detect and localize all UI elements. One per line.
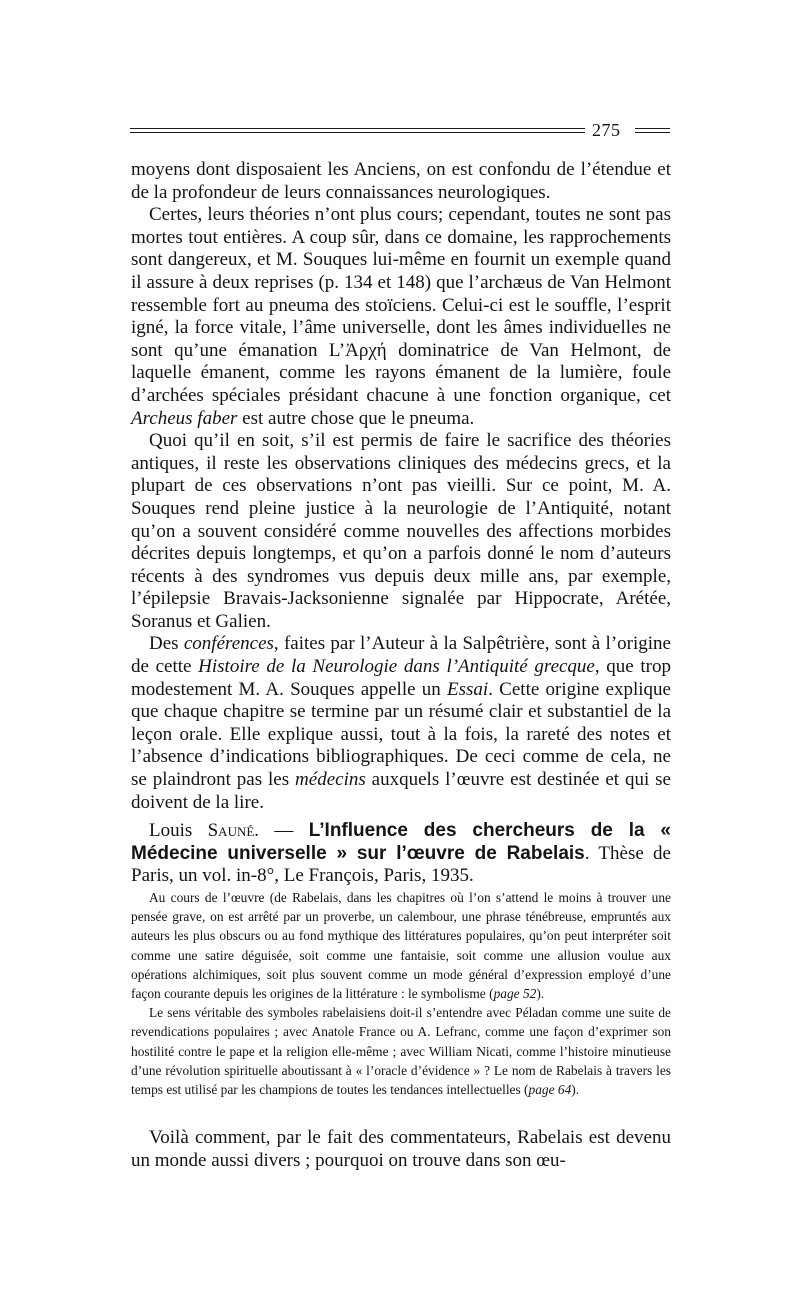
paragraph-2: [131, 204, 671, 430]
summary-2-end: ).: [571, 1082, 580, 1098]
closing-text: [131, 1127, 671, 1172]
essai-italic: Essai: [447, 678, 489, 700]
paragraph-4-text-e: auxquels l’œuvre est destinée et qui se doivent de la lire.: [131, 769, 671, 813]
summary-paragraph-1: [131, 888, 671, 1003]
closing-paragraph: Voilà comment, par le fait des commentateurs, Rabelais est devenu un monde aussi divers ; pourquoi on trouve dans son œu-: [131, 1127, 671, 1171]
paragraph-2-text-b: est autre chose que le pneuma.: [237, 407, 475, 429]
archeus-faber-italic: Archeus faber: [131, 407, 238, 429]
page-reference-1: page 52: [493, 986, 537, 1002]
paragraph-4-text-c: , que trop modestement M. A. Souques appelle un: [131, 656, 672, 700]
entry-details: . Thèse de Paris, un vol. in-8°, Le François, Paris, 1935.: [131, 842, 671, 886]
main-text: [131, 159, 671, 814]
summary-1-end: ).: [536, 986, 545, 1002]
paragraph-4-text-d: . Cette origine explique que chaque chapitre se termine par un résumé clair et substantiel de la leçon orale. Elle explique aussi, tout à la fois, la rareté des notes et l’absence d’indications bibliographiques. De ceci comme de cela, ne se plaindront pas les: [131, 678, 671, 791]
entry-dash: . —: [254, 820, 309, 841]
header-rule-right: [635, 128, 670, 129]
review-summary: [131, 888, 671, 1099]
paragraph-3: Quoi qu’il en soit, s’il est permis de faire le sacrifice des théories antiques, il reste les observations cliniques des médecins grecs, et la plupart de ces observations n’ont pas vieilli. Sur ce point, M. A. Souques rend pleine justice à la neurologie de l’Antiquité, notant qu’on a souvent considéré comme nouvelles des affections morbides décrites depuis longtemps, et qu’on a parfois donné le nom d’auteurs récents à des syndromes vus depuis deux mille ans, par exemple, l’épilepsie Bravais-Jacksonienne signalée par Hippocrate, Arétée, Soranus et Galien.: [131, 430, 671, 632]
book-title-italic: Histoire de la Neurologie dans l’Antiquité grecque: [198, 656, 595, 678]
summary-paragraph-2: [131, 1003, 671, 1099]
review-entry: [131, 820, 671, 888]
page-reference-2: page 64: [528, 1082, 572, 1098]
page-number: 275: [592, 120, 621, 140]
conferences-italic: conférences: [183, 633, 274, 655]
entry-heading: [131, 820, 671, 888]
paragraph-4-text-a: Des: [149, 633, 184, 655]
summary-2-text: Le sens véritable des symboles rabelaisiens doit-il s’entendre avec Péladan comme une suite de revendications populaires ; avec Anatole France ou A. Lefranc, comme une façon d’exprimer son hostilité contre le pape et la religion elle-même ; avec William Nicati, comme l’histoire minutieuse d’une révolution spirituelle aboutissant à « l’oracle d’évidence » ? Le nom de Rabelais à travers les temps est utilisé par les champions de toutes les tendances intellectuelles (: [131, 1005, 671, 1098]
header-rule-left: [130, 128, 585, 129]
paragraph-4: [131, 633, 671, 814]
summary-1-text: Au cours de l’œuvre (de Rabelais, dans les chapitres où l’on s’attend le moins à trouver une pensée grave, on est arrêté par un proverbe, un calembour, une phrase ténébreuse, empruntés aux auteurs les plus obscurs ou au fond mythique des littératures populaires, qu’on peut interpréter soit comme une satire déguisée, soit comme une fantaisie, soit comme une allusion voulue aux opérations alchimiques, soit plus souvent comme un mode général d’expression employé d’une façon courante depuis les origines de la littérature : le symbolisme (: [131, 890, 671, 1002]
page-header: [130, 120, 670, 144]
paragraph-1: moyens dont disposaient les Anciens, on est confondu de l’étendue et de la profondeur de leurs connaissances neurologiques.: [131, 159, 671, 203]
paragraph-4-text-b: , faites par l’Auteur à la Salpêtrière, sont à l’origine de cette: [131, 633, 671, 678]
entry-title: L’Influence des chercheurs de la « Médecine universelle » sur l’œuvre de Rabelais: [131, 820, 671, 864]
author-first-name: Louis: [149, 820, 193, 841]
paragraph-2-text-a: Certes, leurs théories n’ont plus cours; cependant, toutes ne sont pas mortes tout entières. A coup sûr, dans ce domaine, les rapprochements sont dangereux, et M. Souques lui-même en fournit un exemple quand il assure à deux reprises (p. 134 et 148) que l’archæus de Van Helmont ressemble fort au pneuma des stoïciens. Celui-ci est le souffle, l’esprit igné, la force vitale, l’âme universelle, dont les âmes individuelles ne sont qu’une émanation L’Ἀρχή dominatrice de Van Helmont, de laquelle émanent, comme les rayons émanent de la lumière, foule d’archées spéciales présidant chacune à une fonction organique, cet: [131, 204, 671, 406]
author-last-name: Sauné: [207, 820, 255, 841]
medecins-italic: médecins: [295, 769, 366, 791]
